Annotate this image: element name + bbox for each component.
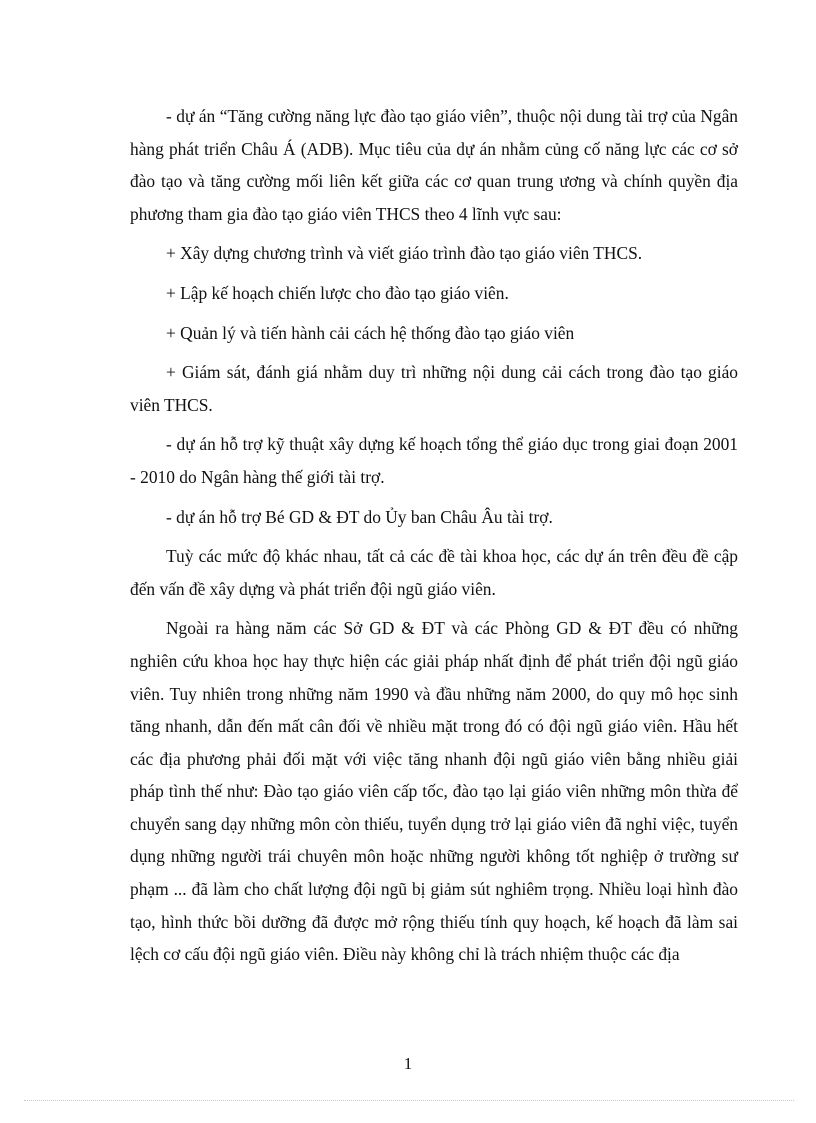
paragraph-adb-project: - dự án “Tăng cường năng lực đào tạo giáo viên”, thuộc nội dung tài trợ của Ngân hàng phát triển Châu Á (ADB). Mục tiêu của dự án nhằm củng cố năng lực các cơ sở đào tạo và tăng cường mối liên kết giữa các cơ quan trung ương và chính quyền địa phương tham gia đào tạo giáo viên THCS theo 4 lĩnh vực sau: — [130, 106, 738, 224]
paragraph-item-curriculum: + Xây dựng chương trình và viết giáo trình đào tạo giáo viên THCS. — [166, 243, 643, 264]
page-number: 1 — [403, 1054, 413, 1073]
paragraph-item-monitoring: + Giám sát, đánh giá nhằm duy trì những nội dung cải cách trong đào tạo giáo viên THCS. — [130, 362, 738, 415]
paragraph-item-management: + Quản lý và tiến hành cải cách hệ thống đào tạo giáo viên — [166, 322, 575, 343]
footer-divider — [24, 1100, 794, 1101]
paragraph-eu-project: - dự án hỗ trợ Bé GD & ĐT do Ủy ban Châu Âu tài trợ. — [166, 506, 553, 527]
paragraph-item-strategy: + Lập kế hoạch chiến lược cho đào tạo giáo viên. — [166, 282, 509, 303]
body-text — [130, 100, 738, 978]
paragraph-summary: Tuỳ các mức độ khác nhau, tất cả các đề tài khoa học, các dự án trên đều đề cập đến vấn đề xây dựng và phát triển đội ngũ giáo viên. — [130, 546, 738, 599]
paragraph-local-research: Ngoài ra hàng năm các Sở GD & ĐT và các Phòng GD & ĐT đều có những nghiên cứu khoa học hay thực hiện các giải pháp nhất định để phát triển đội ngũ giáo viên. Tuy nhiên trong những năm 1990 và đầu những năm 2000, do quy mô học sinh tăng nhanh, dẫn đến mất cân đối về nhiều mặt trong đó có đội ngũ giáo viên. Hầu hết các địa phương phải đối mặt với việc tăng nhanh đội ngũ giáo viên bằng nhiều giải pháp tình thế như: Đào tạo giáo viên cấp tốc, đào tạo lại giáo viên những môn thừa để chuyển sang dạy những môn còn thiếu, tuyển dụng trở lại giáo viên đã nghỉ việc, tuyển dụng những người trái chuyên môn hoặc những người không tốt nghiệp ở trường sư phạm ... đã làm cho chất lượng đội ngũ bị giảm sút nghiêm trọng. Nhiều loại hình đào tạo, hình thức bồi dưỡng đã được mở rộng thiếu tính quy hoạch, kế hoạch đã làm sai lệch cơ cấu đội ngũ giáo viên. Điều này không chỉ là trách nhiệm thuộc các địa — [130, 618, 738, 965]
paragraph-worldbank-project: - dự án hỗ trợ kỹ thuật xây dựng kế hoạch tổng thể giáo dục trong giai đoạn 2001 - 2010 do Ngân hàng thế giới tài trợ. — [130, 434, 738, 487]
